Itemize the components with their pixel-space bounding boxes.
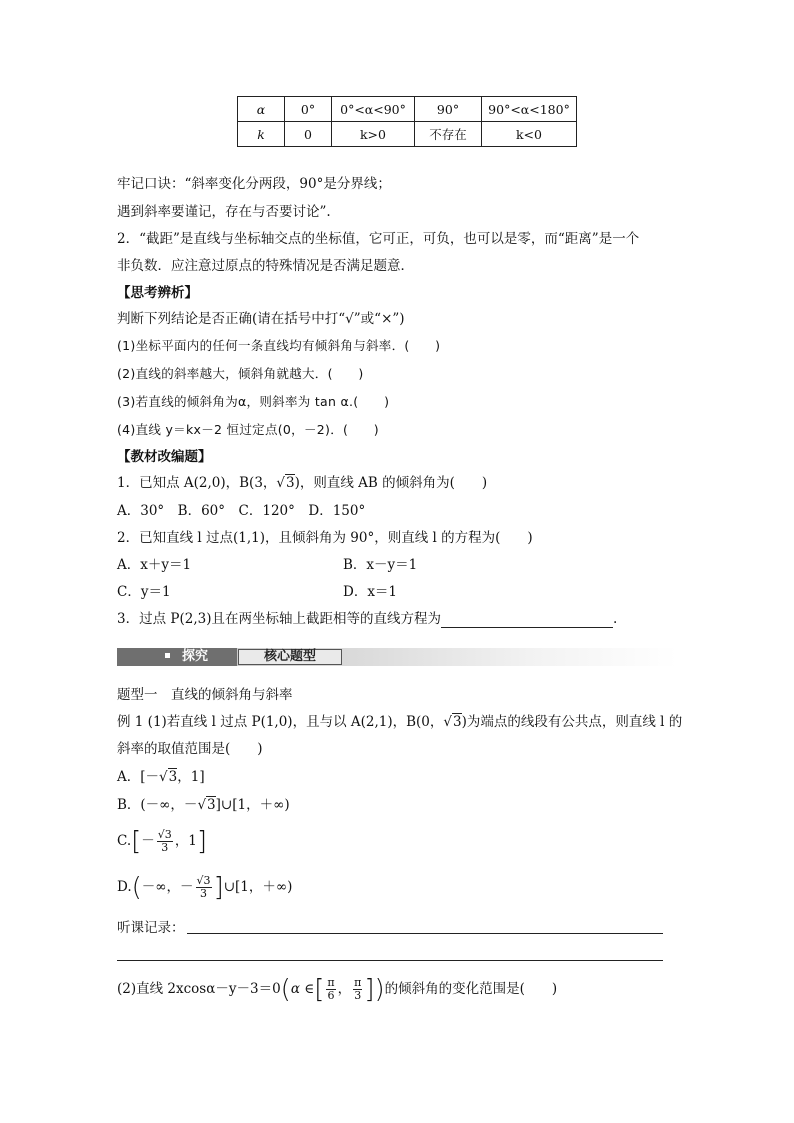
think-question-3: (3)若直线的倾斜角为α，则斜率为 tan α.( ): [117, 394, 390, 409]
example-text: 例 1 (1)若直线 l 过点 P(1,0)，且与以 A(2,1)，B(0，: [117, 714, 444, 730]
think-intro: 判断下列结论是否正确(请在括号中打“√”或“×”): [117, 311, 405, 327]
example-1-line-1: [117, 713, 682, 731]
fraction-numerator: √3: [196, 874, 211, 887]
fraction-denominator: 3: [354, 989, 362, 1002]
think-question-2: (2)直线的斜率越大，倾斜角就越大．( ): [117, 366, 364, 381]
table-cell: k: [238, 122, 285, 147]
option-a: A．x＋y＝1: [117, 557, 192, 573]
right-paren: ): [374, 974, 385, 1005]
right-bracket: ]: [213, 872, 224, 903]
table-cell: 0: [285, 122, 332, 147]
problem-text: 1．已知点 A(2,0)，B(3，: [117, 475, 277, 491]
notes-line-2[interactable]: [117, 960, 663, 961]
fraction: [157, 829, 173, 854]
banner-explore: [117, 648, 237, 666]
example-text: α ∈: [290, 981, 315, 997]
table-cell: 0°<α<90°: [332, 97, 415, 122]
minus-sign: －: [141, 833, 155, 849]
table-cell: α: [238, 97, 285, 122]
example-1-option-d: [117, 872, 293, 903]
example-1-line-2: 斜率的取值范围是( ): [117, 741, 263, 757]
problem-text: )，则直线 AB 的倾斜角为( ): [294, 475, 488, 491]
option-text: －∞，－: [141, 879, 194, 895]
sqrt-symbol: √: [276, 475, 286, 491]
banner-core-types: 核心题型: [238, 649, 342, 665]
slope-table: [237, 96, 577, 147]
table-row: [238, 97, 577, 122]
option-text: ∪[1，＋∞): [223, 879, 293, 895]
sqrt-symbol: √: [197, 797, 207, 813]
sqrt-symbol: √: [443, 714, 453, 730]
table-cell: 不存在: [415, 122, 482, 147]
think-question-1: (1)坐标平面内的任何一条直线均有倾斜角与斜率．( ): [117, 338, 441, 353]
fraction-denominator: 3: [200, 887, 208, 900]
fraction-numerator: π: [354, 976, 362, 989]
section-banner: [117, 648, 677, 666]
example-1-option-b: [117, 796, 290, 814]
table-cell: 0°: [285, 97, 332, 122]
sqrt-radicand: 3: [453, 714, 462, 730]
textbook-header: 【教材改编题】: [117, 449, 212, 465]
example-text: (2)直线 2xcosα－y－3＝0: [117, 981, 281, 997]
option-text: ]∪[1，＋∞): [215, 797, 290, 813]
option-text: A．[－: [117, 769, 160, 785]
left-paren: (: [280, 974, 291, 1005]
mnemonic-line-1: 牢记口诀：“斜率变化分两段，90°是分界线；: [117, 176, 391, 192]
left-paren: (: [131, 872, 142, 903]
fraction: [353, 977, 362, 1002]
square-bullet-icon: [165, 653, 170, 658]
problem-text: 3．过点 P(2,3)且在两坐标轴上截距相等的直线方程为: [117, 611, 441, 627]
option-label: D.: [117, 879, 132, 895]
fraction-numerator: √3: [157, 828, 172, 841]
textbook-problem-2: 2．已知直线 l 过点(1,1)，且倾斜角为 90°，则直线 l 的方程为( ): [117, 530, 533, 546]
sqrt-symbol: √: [159, 769, 168, 785]
fraction-denominator: 3: [161, 841, 169, 854]
fraction: [196, 875, 212, 900]
table-cell: k<0: [482, 122, 577, 147]
right-bracket: ]: [196, 826, 208, 857]
fraction-numerator: π: [327, 976, 335, 989]
example-1-part-2: [117, 974, 558, 1005]
fraction: [326, 977, 335, 1002]
notes-line-1[interactable]: [187, 933, 663, 934]
option-text: ，1]: [177, 769, 205, 785]
example-text: )为端点的线段有公共点，则直线 l 的: [461, 714, 683, 730]
problem-text: .: [612, 611, 618, 627]
option-label: C.: [117, 833, 132, 849]
notes-label: 听课记录：: [117, 920, 185, 936]
table-row: [238, 122, 577, 147]
option-c: C．y＝1: [117, 584, 171, 600]
mnemonic-line-2: 遇到斜率要谨记，存在与否要讨论”.: [117, 204, 331, 220]
option-text: ，1: [174, 833, 197, 849]
example-text: ，: [337, 981, 352, 997]
fraction-denominator: 6: [327, 989, 335, 1002]
answer-blank[interactable]: [441, 613, 613, 628]
textbook-problem-1-options: A．30° B．60° C．120° D．150°: [117, 503, 366, 519]
right-bracket: ]: [364, 974, 375, 1005]
sqrt-radicand: 3: [286, 475, 295, 491]
example-text: 的倾斜角的变化范围是( ): [384, 981, 558, 997]
sqrt-radicand: 3: [207, 797, 216, 813]
example-1-option-a: [117, 768, 205, 786]
think-question-4: (4)直线 y＝kx－2 恒过定点(0，－2)．( ): [117, 422, 379, 437]
left-bracket: [: [314, 974, 325, 1005]
table-cell: 90°<α<180°: [482, 97, 577, 122]
table-cell: 90°: [415, 97, 482, 122]
table-cell: k>0: [332, 122, 415, 147]
intercept-note-line-1: 2．“截距”是直线与坐标轴交点的坐标值，它可正，可负，也可以是零，而“距离”是一个: [117, 231, 640, 247]
option-text: B．(－∞，－: [117, 797, 198, 813]
option-d: D．x＝1: [343, 584, 398, 600]
sqrt-radicand: 3: [168, 769, 178, 785]
think-header: 【思考辨析】: [117, 285, 198, 301]
type-1-title: 题型一 直线的倾斜角与斜率: [117, 687, 293, 703]
left-bracket: [: [131, 826, 142, 857]
option-b: B．x－y＝1: [343, 557, 418, 573]
example-1-option-c: [117, 826, 208, 857]
intercept-note-line-2: 非负数．应注意过原点的特殊情况是否满足题意．: [117, 258, 414, 274]
banner-explore-label: 探究: [182, 649, 209, 664]
textbook-problem-3: [117, 610, 617, 628]
textbook-problem-1: [117, 474, 487, 492]
